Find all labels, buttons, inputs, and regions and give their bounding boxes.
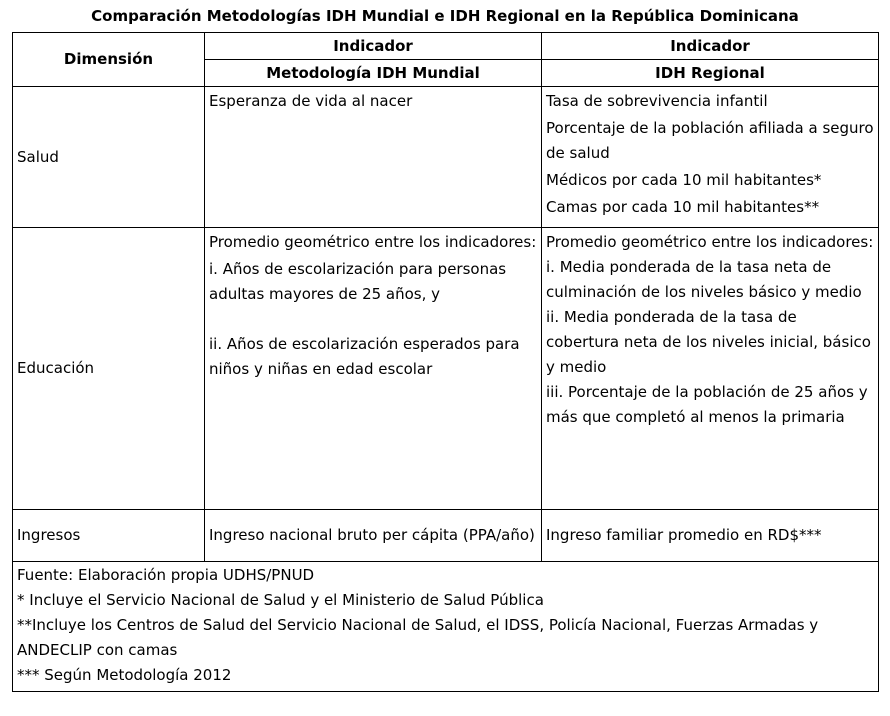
table-row-salud bbox=[13, 87, 879, 228]
indicator-text: Promedio geométrico entre los indicadores: bbox=[209, 233, 537, 251]
indicator-text: i. Media ponderada de la tasa neta de culminación de los niveles básico y medio bbox=[546, 258, 862, 301]
indicator-text: iii. Porcentaje de la población de 25 años y más que completó al menos la primaria bbox=[546, 383, 868, 426]
indicator-header-world: Indicador bbox=[205, 33, 542, 60]
dimension-cell: Ingresos bbox=[13, 510, 205, 562]
indicator-text: Médicos por cada 10 mil habitantes* bbox=[546, 171, 822, 189]
world-indicator-cell bbox=[205, 228, 542, 510]
comparison-table bbox=[12, 32, 879, 692]
regional-indicator-cell bbox=[542, 228, 879, 510]
indicator-text: Ingreso familiar promedio en RD$*** bbox=[546, 526, 822, 544]
indicator-text: Camas por cada 10 mil habitantes** bbox=[546, 198, 820, 216]
table-row-educacion bbox=[13, 228, 879, 510]
table-title: Comparación Metodologías IDH Mundial e IDH Regional en la República Dominicana bbox=[91, 7, 799, 25]
footnote-source: Fuente: Elaboración propia UDHS/PNUD bbox=[17, 566, 315, 584]
regional-indicator-cell bbox=[542, 87, 879, 228]
dimension-header: Dimensión bbox=[13, 33, 205, 87]
footnotes-row bbox=[13, 562, 879, 692]
header-row-1 bbox=[13, 33, 879, 60]
indicator-text: Ingreso nacional bruto per cápita (PPA/año) bbox=[209, 526, 535, 544]
dimension-cell: Educación bbox=[13, 228, 205, 510]
regional-indicator-cell bbox=[542, 510, 879, 562]
indicator-text: Promedio geométrico entre los indicadores: bbox=[546, 233, 874, 251]
indicator-text: Esperanza de vida al nacer bbox=[209, 92, 413, 110]
indicator-text: i. Años de escolarización para personas adultas mayores de 25 años, y bbox=[209, 260, 507, 303]
footnote-2: **Incluye los Centros de Salud del Servicio Nacional de Salud, el IDSS, Policía Nacional, Fuerzas Armadas y ANDECLIP con camas bbox=[17, 616, 819, 659]
indicator-text: Porcentaje de la población afiliada a seguro de salud bbox=[546, 119, 874, 162]
footnote-1: * Incluye el Servicio Nacional de Salud y el Ministerio de Salud Pública bbox=[17, 591, 544, 609]
dimension-cell: Salud bbox=[13, 87, 205, 228]
indicator-text: ii. Media ponderada de la tasa de cobertura neta de los niveles inicial, básico y medio bbox=[546, 308, 871, 376]
method-regional-header: IDH Regional bbox=[542, 60, 879, 87]
indicator-text: Tasa de sobrevivencia infantil bbox=[546, 92, 768, 110]
footnote-3: *** Según Metodología 2012 bbox=[17, 666, 232, 684]
world-indicator-cell bbox=[205, 510, 542, 562]
method-world-header: Metodología IDH Mundial bbox=[205, 60, 542, 87]
indicator-text: ii. Años de escolarización esperados para niños y niñas en edad escolar bbox=[209, 335, 520, 378]
indicator-header-regional: Indicador bbox=[542, 33, 879, 60]
table-row-ingresos bbox=[13, 510, 879, 562]
footnotes-cell bbox=[13, 562, 879, 692]
world-indicator-cell bbox=[205, 87, 542, 228]
